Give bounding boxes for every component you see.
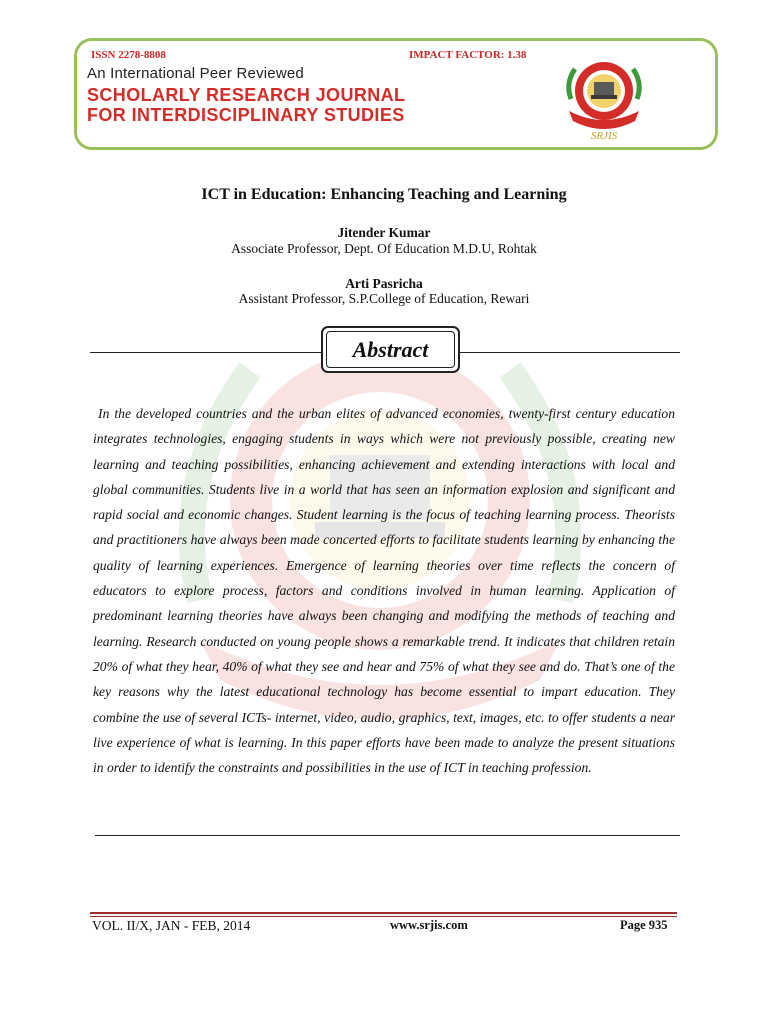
footer-page-number: Page 935 [620,918,668,932]
footer-rule [90,912,677,914]
author-name-2: Arti Pasricha [345,276,423,291]
journal-seal-logo [561,53,647,143]
journal-title-line1: SCHOLARLY RESEARCH JOURNAL [87,85,406,105]
abstract-heading-box [321,326,460,373]
author-affiliation-1: Associate Professor, Dept. Of Education M.D.U, Rohtak [231,241,537,256]
peer-reviewed-label: An International Peer Reviewed [87,65,304,82]
journal-header [74,38,718,150]
footer-website: www.srjis.com [390,918,468,932]
author-affiliation-2: Assistant Professor, S.P.College of Education, Rewari [238,291,530,306]
journal-title-line2: FOR INTERDISCIPLINARY STUDIES [87,105,405,125]
impact-factor: IMPACT FACTOR: 1.38 [409,49,527,61]
abstract-body-text: In the developed countries and the urban elites of advanced economies, twenty-first century education integrates technologies, engaging students in ways which were not previously possible, creating new learning and teaching possibilities, enhancing achievement and extending interactions with local and global communities. Students live in a world that has seen an information explosion and significant and rapid social and economic changes. Student learning is the focus of teaching learning process. Theorists and practitioners have always been made concerted efforts to facilitate students learning by enhancing the quality of learning experiences. Emergence of learning theories over time reflects the concern of educators to explore process, factors and conditions involved in human learning. Application of predominant learning theories have always been changing and modifying the methods of teaching and learning. Research conducted on young people shows a remarkable trend. It indicates that children retain 20% of what they hear, 40% of what they see and hear and 75% of what they see and do. That’s one of the key reasons why the latest educational technology has become essential to impart education. They combine the use of several ICTs- internet, video, audio, graphics, text, images, etc. to offer students a near live experience of what is learning. In this paper efforts have been made to analyze the present situations in order to identify the constraints and possibilities in the use of ICT in teaching profession. [93,406,676,776]
paper-title: ICT in Education: Enhancing Teaching and Learning [201,186,567,203]
abstract-body [93,401,675,780]
issn: ISSN 2278-8808 [91,49,166,61]
author-name-1: Jitender Kumar [337,225,431,240]
svg-text:SRJIS: SRJIS [590,130,618,142]
footer-rule-thin [90,916,677,917]
abstract-heading: Abstract [326,331,455,368]
footer-volume: VOL. II/X, JAN - FEB, 2014 [92,918,251,933]
abstract-end-line [95,835,680,836]
